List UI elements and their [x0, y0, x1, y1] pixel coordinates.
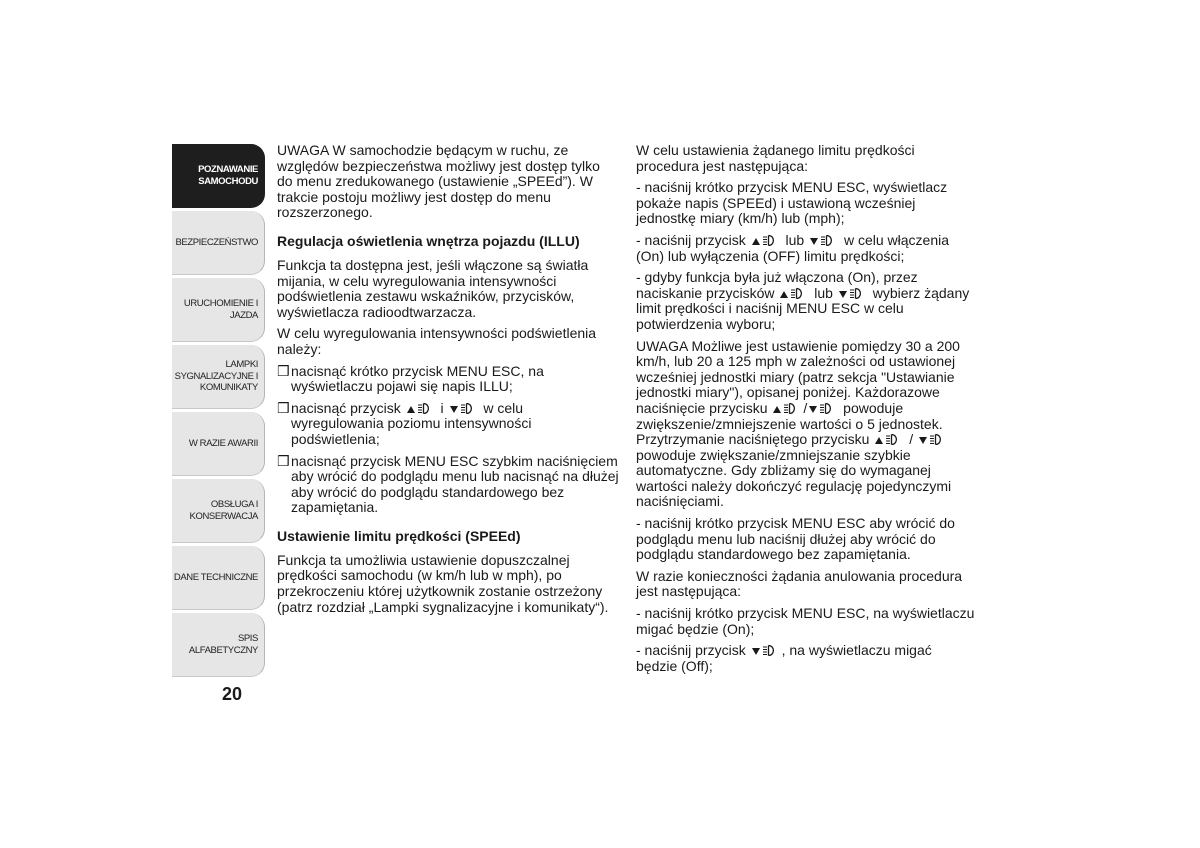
- tab-label: OBSŁUGA I: [210, 499, 258, 510]
- checkbox-bullet-icon: ❒: [277, 399, 290, 416]
- section-heading-speed: Ustawienie limitu prędkości (SPEEd): [277, 527, 521, 544]
- tab-label: DANE TECHNICZNE: [173, 571, 258, 583]
- light-down-icon: [449, 402, 479, 414]
- list-item-text: nacisnąć krótko przycisk MENU ESC, na wyświetlaczu pojawi się napis ILLU;: [291, 362, 544, 395]
- page-number: 20: [222, 684, 243, 704]
- list-item: [277, 454, 619, 516]
- light-up-icon: [751, 234, 781, 246]
- light-up-icon: [772, 402, 802, 414]
- word-lub: lub: [814, 284, 833, 301]
- tab-lampki-sygnalizacyjne[interactable]: [172, 345, 265, 409]
- slash: /: [909, 431, 914, 448]
- light-down-icon: [751, 644, 781, 656]
- step-paragraph: - naciśnij krótko przycisk MENU ESC aby wrócić do podglądu menu lub naciśnij dłużej aby wrócić do podglądu standardowego bez zapamiętania.: [636, 515, 955, 563]
- tab-label: KOMUNIKATY: [199, 382, 258, 394]
- section-tabs: [172, 144, 265, 680]
- slash: /: [803, 399, 808, 416]
- note-paragraph: UWAGA Możliwe jest ustawienie pomiędzy 30 a 200 km/h, lub 20 a 125 mph w zależności od ustawionej wcześniej jednostki miary (patrz sekcja "Ustawianie jednostki miary"), opisanej poniżej. Każdorazowe naciśnięcie przycisku / powoduje zwiększenie/zmniejszenie wartości o 5 jednostek. Przytrzymanie naciśniętego przycisku / powoduje zwiększanie/zmniejszanie szybkie automatyczne. Gdy zbliżamy się do wymaganej wartości należy dokończyć regulację pojedynczymi naciśnięciami.: [636, 337, 960, 510]
- left-column: [277, 143, 619, 621]
- step-paragraph: - naciśnij krótko przycisk MENU ESC, na wyświetlaczu migać będzie (On);: [636, 605, 975, 637]
- list-item: [277, 364, 619, 395]
- light-up-icon: [779, 287, 809, 299]
- section-heading-illu: Regulacja oświetlenia wnętrza pojazdu (ILLU): [277, 232, 580, 249]
- tab-label: KONSERWACJA: [189, 510, 258, 522]
- paragraph: W celu wyregulowania intensywności podświetlenia należy:: [277, 325, 597, 357]
- tab-bezpieczenstwo[interactable]: [172, 211, 265, 275]
- step-paragraph: - gdyby funkcja była już włączona (On), przez naciskanie przycisków lub wybierz żądany limit prędkości i naciśnij MENU ESC w celu potwierdzenia wyboru;: [636, 269, 970, 332]
- tab-w-razie-awarii[interactable]: [172, 412, 265, 476]
- tab-poznawanie-samochodu[interactable]: [172, 144, 265, 208]
- paragraph: Funkcja ta dostępna jest, jeśli włączone są światła mijania, w celu wyregulowania intensywności podświetlenia zestawu wskaźników, przycisków, wyświetlacza radioodtwarzacza.: [277, 256, 589, 320]
- note-paragraph: UWAGA W samochodzie będącym w ruchu, ze względów bezpieczeństwa możliwy jest dostęp tylko do menu zredukowanego (ustawienie „SPEEd”). W trakcie postoju możliwy jest dostęp do menu rozszerzonego.: [277, 142, 600, 221]
- tab-obsluga-i-konserwacja[interactable]: [172, 479, 265, 543]
- step-paragraph: - naciśnij przycisk , na wyświetlaczu migać będzie (Off);: [636, 642, 932, 674]
- checkbox-bullet-icon: ❒: [277, 452, 290, 469]
- light-up-icon: [874, 433, 904, 445]
- paragraph: W celu ustawienia żądanego limitu prędkości procedura jest następująca:: [636, 142, 915, 174]
- step-paragraph: - naciśnij krótko przycisk MENU ESC, wyświetlacz pokaże napis (SPEEd) i ustawioną wcześniej jednostkę miary (km/h) lub (mph);: [636, 179, 948, 227]
- tab-label: SYGNALIZACYJNE I: [174, 370, 258, 382]
- step-paragraph: - naciśnij przycisk lub w celu włączenia (On) lub wyłączenia (OFF) limitu prędkości;: [636, 231, 950, 264]
- tab-spis-alfabetyczny[interactable]: [172, 613, 265, 677]
- light-down-icon: [809, 234, 839, 246]
- paragraph: Funkcja ta umożliwia ustawienie dopuszczalnej prędkości samochodu (w km/h lub w mph), po przekroczeniu której użytkownik zostanie ostrzeżony (patrz rozdział „Lampki sygnalizacyjne i komunikaty“).: [277, 551, 609, 615]
- tab-label: SAMOCHODU: [198, 175, 258, 187]
- light-down-icon: [838, 287, 868, 299]
- list-item-text: nacisnąć przycisk MENU ESC szybkim naciśnięciem aby wrócić do podglądu menu lub nacisnąć na dłużej aby wrócić do podglądu standardowego bez zapamiętania.: [291, 452, 619, 516]
- paragraph: W razie konieczności żądania anulowania procedura jest następująca:: [636, 567, 963, 600]
- list-item: [277, 401, 619, 448]
- tab-label: SPIS ALFABETYCZNY: [188, 633, 258, 656]
- tab-uruchomienie-i-jazda[interactable]: [172, 278, 265, 342]
- list-item-text: nacisnąć przycisk i w celu wyregulowania poziomu intensywności podświetlenia;: [291, 399, 532, 447]
- word-i: i: [440, 399, 444, 416]
- word-lub: lub: [785, 231, 805, 248]
- light-up-icon: [406, 402, 436, 414]
- tab-label: POZNAWANIE: [198, 164, 258, 175]
- tab-dane-techniczne[interactable]: [172, 546, 265, 610]
- checkbox-bullet-icon: ❒: [277, 362, 290, 379]
- tab-label: JAZDA: [229, 309, 258, 321]
- tab-label: URUCHOMIENIE I: [183, 298, 258, 309]
- right-column: [636, 143, 976, 680]
- tab-label: W RAZIE AWARII: [188, 437, 258, 449]
- tab-label: BEZPIECZEŃSTWO: [175, 236, 258, 248]
- light-down-icon: [918, 433, 948, 445]
- light-down-icon: [808, 402, 838, 414]
- tab-label: LAMPKI: [225, 359, 258, 371]
